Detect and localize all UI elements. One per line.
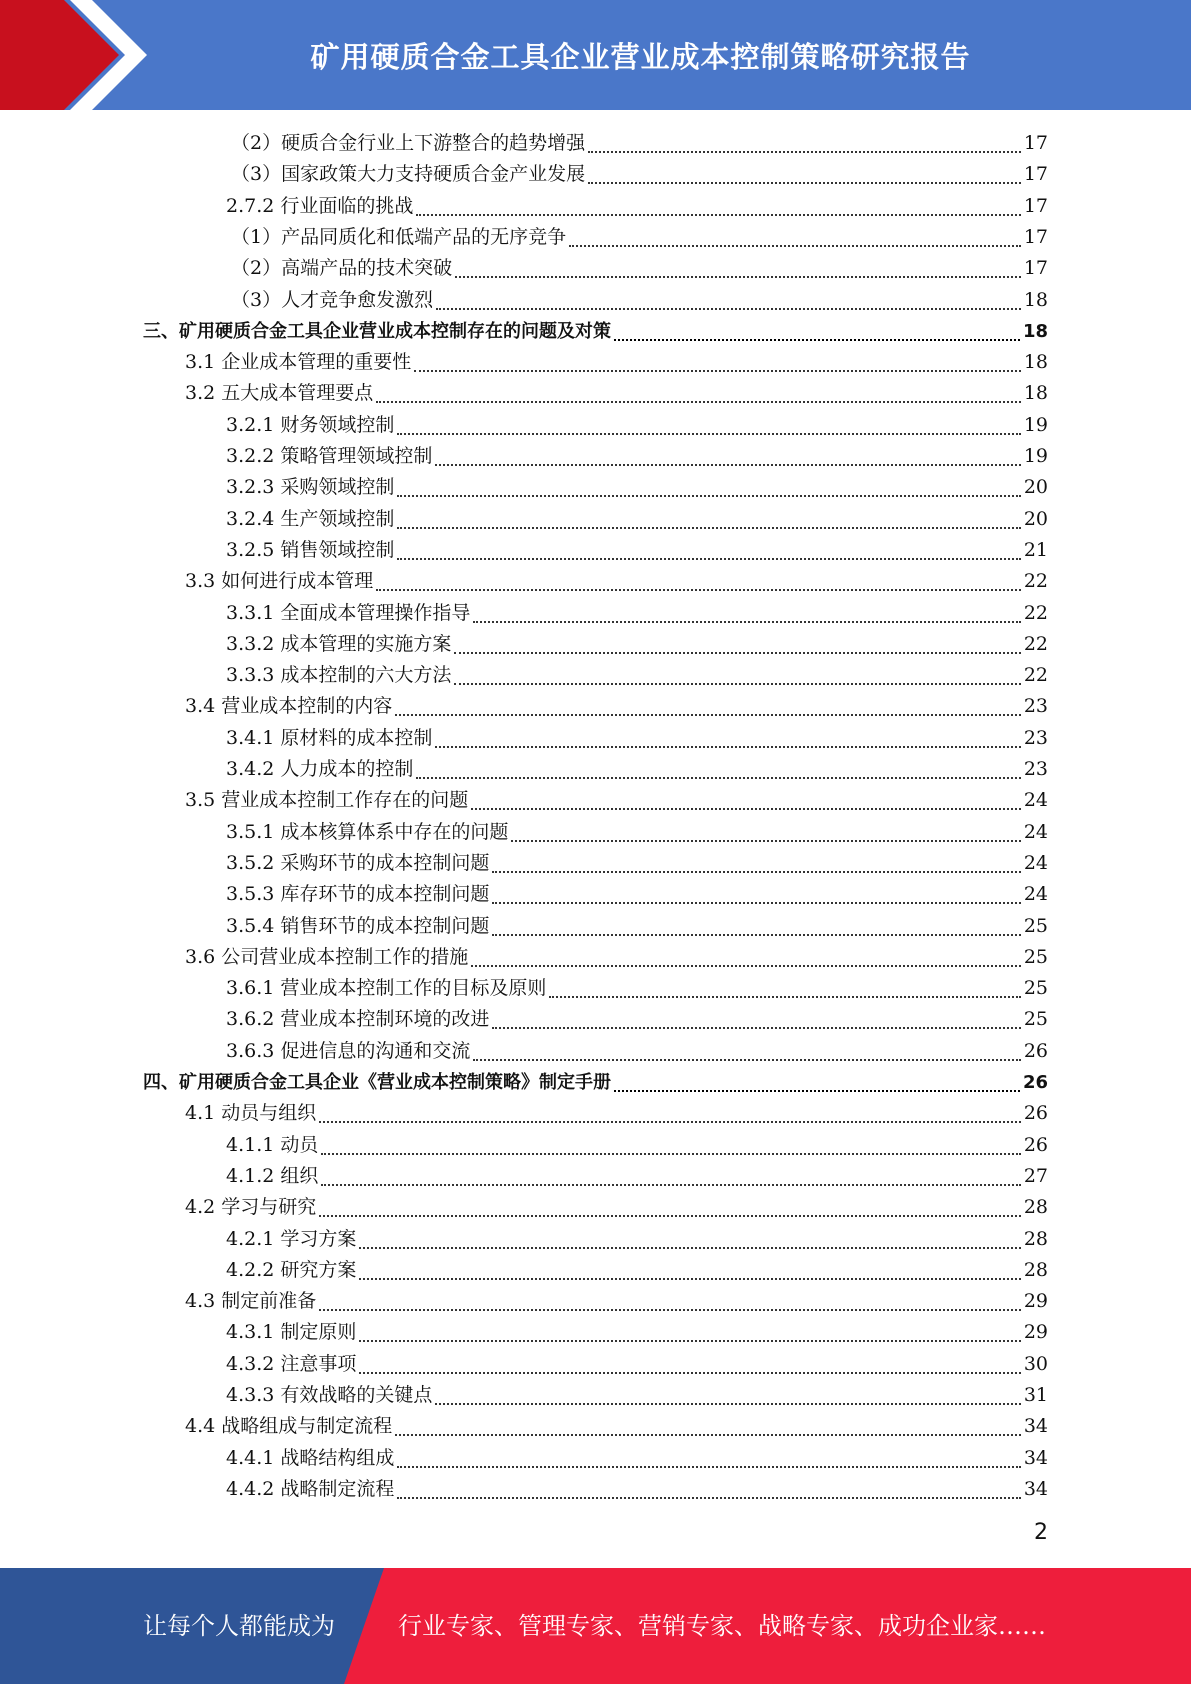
toc-entry-page: 26 bbox=[1023, 1102, 1048, 1124]
toc-leader-dots bbox=[359, 1247, 1020, 1249]
toc-entry-title: 四、矿用硬质合金工具企业《营业成本控制策略》制定手册 bbox=[143, 1072, 611, 1093]
toc-entry[interactable] bbox=[143, 316, 1048, 347]
toc-leader-dots bbox=[395, 1434, 1021, 1436]
toc-entry-page: 24 bbox=[1023, 883, 1048, 905]
toc-entry-page: 28 bbox=[1023, 1259, 1048, 1281]
toc-entry-title: 3.6 公司营业成本控制工作的措施 bbox=[185, 946, 469, 968]
toc-entry-page: 17 bbox=[1023, 195, 1048, 217]
toc-entry[interactable] bbox=[226, 754, 1048, 785]
toc-leader-dots bbox=[436, 308, 1021, 310]
toc-entry[interactable] bbox=[226, 973, 1048, 1004]
page-number: 2 bbox=[1034, 1520, 1048, 1545]
toc-entry-page: 22 bbox=[1023, 664, 1048, 686]
toc-leader-dots bbox=[397, 1497, 1020, 1499]
toc-entry[interactable] bbox=[226, 1317, 1048, 1348]
toc-entry-title: 4.4.1 战略结构组成 bbox=[226, 1447, 395, 1469]
toc-entry-page: 25 bbox=[1023, 946, 1048, 968]
toc-entry-page: 19 bbox=[1023, 414, 1048, 436]
toc-leader-dots bbox=[359, 1278, 1020, 1280]
toc-entry-page: 27 bbox=[1023, 1165, 1048, 1187]
toc-entry-title: 3.5.2 采购环节的成本控制问题 bbox=[226, 852, 490, 874]
toc-entry[interactable] bbox=[226, 723, 1048, 754]
toc-entry-page: 28 bbox=[1023, 1196, 1048, 1218]
toc-entry[interactable] bbox=[226, 1004, 1048, 1035]
toc-entry-page: 23 bbox=[1023, 695, 1048, 717]
toc-entry-page: 24 bbox=[1023, 789, 1048, 811]
toc-leader-dots bbox=[397, 1466, 1020, 1468]
toc-entry-title: 3.2.3 采购领域控制 bbox=[226, 476, 395, 498]
toc-entry[interactable] bbox=[226, 817, 1048, 848]
toc-leader-dots bbox=[549, 996, 1020, 998]
toc-leader-dots bbox=[319, 1121, 1021, 1123]
toc-leader-dots bbox=[435, 464, 1020, 466]
toc-entry-page: 26 bbox=[1023, 1134, 1048, 1156]
toc-entry-title: （3）国家政策大力支持硬质合金产业发展 bbox=[231, 163, 586, 185]
toc-entry-title: 4.3 制定前准备 bbox=[185, 1290, 317, 1312]
toc-entry-page: 26 bbox=[1023, 1040, 1048, 1062]
toc-entry-title: 4.3.3 有效战略的关键点 bbox=[226, 1384, 433, 1406]
toc-entry[interactable] bbox=[231, 128, 1048, 159]
toc-entry[interactable] bbox=[185, 942, 1048, 973]
toc-entry-page: 26 bbox=[1022, 1072, 1048, 1093]
toc-entry[interactable] bbox=[185, 1098, 1048, 1129]
toc-entry-title: 2.7.2 行业面临的挑战 bbox=[226, 195, 414, 217]
toc-leader-dots bbox=[471, 808, 1021, 810]
toc-leader-dots bbox=[376, 401, 1021, 403]
toc-leader-dots bbox=[492, 1027, 1020, 1029]
toc-entry-title: （3）人才竞争愈发激烈 bbox=[231, 289, 434, 311]
toc-entry[interactable] bbox=[226, 1255, 1048, 1286]
toc-entry-page: 23 bbox=[1023, 758, 1048, 780]
toc-leader-dots bbox=[588, 151, 1021, 153]
toc-entry-title: 4.4 战略组成与制定流程 bbox=[185, 1415, 393, 1437]
toc-entry-title: 3.2.2 策略管理领域控制 bbox=[226, 445, 433, 467]
toc-leader-dots bbox=[359, 1372, 1020, 1374]
toc-entry[interactable] bbox=[226, 504, 1048, 535]
toc-entry-title: 3.6.2 营业成本控制环境的改进 bbox=[226, 1008, 490, 1030]
toc-leader-dots bbox=[397, 495, 1020, 497]
toc-leader-dots bbox=[471, 965, 1021, 967]
toc-entry[interactable] bbox=[226, 660, 1048, 691]
toc-leader-dots bbox=[454, 683, 1020, 685]
toc-entry[interactable] bbox=[226, 1380, 1048, 1411]
page-header bbox=[0, 0, 1191, 110]
toc-leader-dots bbox=[614, 1090, 1020, 1092]
toc-entry-page: 20 bbox=[1023, 508, 1048, 530]
toc-entry-page: 24 bbox=[1023, 852, 1048, 874]
toc-entry-page: 18 bbox=[1022, 321, 1048, 342]
toc-entry-page: 29 bbox=[1023, 1321, 1048, 1343]
toc-entry[interactable] bbox=[226, 410, 1048, 441]
toc-entry-page: 21 bbox=[1023, 539, 1048, 561]
toc-entry[interactable] bbox=[185, 1411, 1048, 1442]
toc-entry[interactable] bbox=[226, 191, 1048, 222]
toc-entry[interactable] bbox=[226, 472, 1048, 503]
toc-entry[interactable] bbox=[226, 598, 1048, 629]
toc-entry-title: 3.5.1 成本核算体系中存在的问题 bbox=[226, 821, 509, 843]
toc-leader-dots bbox=[319, 1309, 1021, 1311]
toc-entry[interactable] bbox=[226, 535, 1048, 566]
toc-entry[interactable] bbox=[231, 159, 1048, 190]
toc-leader-dots bbox=[455, 276, 1021, 278]
toc-entry-title: 3.6.3 促进信息的沟通和交流 bbox=[226, 1040, 471, 1062]
toc-entry-page: 17 bbox=[1023, 163, 1048, 185]
toc-entry-title: （2）高端产品的技术突破 bbox=[231, 257, 453, 279]
toc-entry-page: 18 bbox=[1023, 351, 1048, 373]
toc-entry[interactable] bbox=[226, 1130, 1048, 1161]
toc-entry-page: 22 bbox=[1023, 633, 1048, 655]
toc-entry[interactable] bbox=[185, 691, 1048, 722]
toc-entry-title: 4.1.1 动员 bbox=[226, 1134, 319, 1156]
toc-entry-page: 19 bbox=[1023, 445, 1048, 467]
toc-leader-dots bbox=[359, 1340, 1020, 1342]
toc-leader-dots bbox=[588, 182, 1021, 184]
toc-entry-title: 3.2.5 销售领域控制 bbox=[226, 539, 395, 561]
toc-entry[interactable] bbox=[226, 848, 1048, 879]
toc-entry[interactable] bbox=[226, 911, 1048, 942]
toc-entry-title: （2）硬质合金行业上下游整合的趋势增强 bbox=[231, 132, 586, 154]
toc-entry[interactable] bbox=[231, 285, 1048, 316]
toc-entry-page: 17 bbox=[1023, 257, 1048, 279]
toc-leader-dots bbox=[395, 714, 1021, 716]
toc-entry-page: 20 bbox=[1023, 476, 1048, 498]
footer-slogan-left: 让每个人都能成为 bbox=[143, 1612, 335, 1640]
toc-entry-page: 18 bbox=[1023, 382, 1048, 404]
toc-entry-title: 4.2 学习与研究 bbox=[185, 1196, 317, 1218]
toc-entry-page: 25 bbox=[1023, 977, 1048, 999]
toc-entry-title: 4.2.1 学习方案 bbox=[226, 1228, 357, 1250]
toc-entry-page: 29 bbox=[1023, 1290, 1048, 1312]
toc-entry[interactable] bbox=[185, 378, 1048, 409]
toc-entry-title: 4.4.2 战略制定流程 bbox=[226, 1478, 395, 1500]
toc-entry[interactable] bbox=[185, 566, 1048, 597]
toc-entry-title: 3.3.3 成本控制的六大方法 bbox=[226, 664, 452, 686]
toc-leader-dots bbox=[435, 1403, 1020, 1405]
toc-entry-page: 28 bbox=[1023, 1228, 1048, 1250]
toc-entry-title: 3.4.2 人力成本的控制 bbox=[226, 758, 414, 780]
toc-entry-title: 3.5.4 销售环节的成本控制问题 bbox=[226, 915, 490, 937]
toc-entry-title: 3.3.2 成本管理的实施方案 bbox=[226, 633, 452, 655]
toc-entry-title: 3.2.4 生产领域控制 bbox=[226, 508, 395, 530]
toc-entry-page: 23 bbox=[1023, 727, 1048, 749]
toc-entry-title: 4.2.2 研究方案 bbox=[226, 1259, 357, 1281]
toc-leader-dots bbox=[454, 652, 1020, 654]
toc-entry[interactable] bbox=[226, 1036, 1048, 1067]
toc-entry[interactable] bbox=[226, 879, 1048, 910]
toc-entry-title: 三、矿用硬质合金工具企业营业成本控制存在的问题及对策 bbox=[143, 321, 611, 342]
toc-entry[interactable] bbox=[185, 785, 1048, 816]
toc-entry-page: 22 bbox=[1023, 570, 1048, 592]
toc-entry-title: （1）产品同质化和低端产品的无序竞争 bbox=[231, 226, 567, 248]
toc-leader-dots bbox=[319, 1215, 1021, 1217]
toc-leader-dots bbox=[397, 527, 1020, 529]
toc-entry-page: 24 bbox=[1023, 821, 1048, 843]
toc-entry-page: 34 bbox=[1023, 1478, 1048, 1500]
toc-entry[interactable] bbox=[231, 253, 1048, 284]
toc-entry[interactable] bbox=[226, 441, 1048, 472]
toc-entry-title: 4.1 动员与组织 bbox=[185, 1102, 317, 1124]
toc-entry-page: 25 bbox=[1023, 1008, 1048, 1030]
toc-leader-dots bbox=[492, 871, 1020, 873]
toc-leader-dots bbox=[492, 902, 1020, 904]
toc-entry-title: 3.3.1 全面成本管理操作指导 bbox=[226, 602, 471, 624]
chevron-arrow-icon bbox=[0, 0, 160, 110]
toc-leader-dots bbox=[511, 840, 1020, 842]
toc-leader-dots bbox=[492, 934, 1020, 936]
toc-entry-title: 3.4 营业成本控制的内容 bbox=[185, 695, 393, 717]
toc-entry-title: 3.6.1 营业成本控制工作的目标及原则 bbox=[226, 977, 547, 999]
toc-entry[interactable] bbox=[143, 1067, 1048, 1098]
toc-entry-title: 3.4.1 原材料的成本控制 bbox=[226, 727, 433, 749]
toc-leader-dots bbox=[569, 245, 1021, 247]
toc-leader-dots bbox=[416, 777, 1020, 779]
toc-entry-page: 31 bbox=[1023, 1384, 1048, 1406]
toc-leader-dots bbox=[321, 1153, 1020, 1155]
toc-entry-page: 34 bbox=[1023, 1415, 1048, 1437]
toc-entry[interactable] bbox=[185, 347, 1048, 378]
toc-entry-title: 3.2 五大成本管理要点 bbox=[185, 382, 374, 404]
toc-leader-dots bbox=[473, 621, 1020, 623]
toc-entry-page: 18 bbox=[1023, 289, 1048, 311]
toc-leader-dots bbox=[473, 1059, 1020, 1061]
page-footer bbox=[0, 1568, 1191, 1684]
toc-entry[interactable] bbox=[226, 1474, 1048, 1505]
toc-entry-page: 34 bbox=[1023, 1447, 1048, 1469]
toc-leader-dots bbox=[321, 1184, 1020, 1186]
toc-entry[interactable] bbox=[185, 1192, 1048, 1223]
toc-entry-title: 4.1.2 组织 bbox=[226, 1165, 319, 1187]
toc-entry[interactable] bbox=[226, 1161, 1048, 1192]
toc-leader-dots bbox=[416, 214, 1020, 216]
toc-leader-dots bbox=[414, 370, 1021, 372]
toc-leader-dots bbox=[435, 746, 1020, 748]
toc-entry-title: 4.3.2 注意事项 bbox=[226, 1353, 357, 1375]
toc-entry-title: 3.2.1 财务领域控制 bbox=[226, 414, 395, 436]
toc-entry[interactable] bbox=[226, 629, 1048, 660]
toc-entry[interactable] bbox=[226, 1443, 1048, 1474]
toc-entry-page: 17 bbox=[1023, 226, 1048, 248]
toc-entry[interactable] bbox=[185, 1286, 1048, 1317]
toc-entry[interactable] bbox=[231, 222, 1048, 253]
footer-slogan-right: 行业专家、管理专家、营销专家、战略专家、成功企业家…… bbox=[398, 1612, 1046, 1640]
toc-leader-dots bbox=[397, 433, 1020, 435]
toc-entry-title: 3.5 营业成本控制工作存在的问题 bbox=[185, 789, 469, 811]
toc-entry-page: 17 bbox=[1023, 132, 1048, 154]
toc-entry[interactable] bbox=[226, 1349, 1048, 1380]
toc-entry-title: 3.5.3 库存环节的成本控制问题 bbox=[226, 883, 490, 905]
toc-entry[interactable] bbox=[226, 1224, 1048, 1255]
toc-leader-dots bbox=[614, 339, 1020, 341]
toc-entry-title: 3.1 企业成本管理的重要性 bbox=[185, 351, 412, 373]
toc-entry-title: 4.3.1 制定原则 bbox=[226, 1321, 357, 1343]
toc-entry-page: 25 bbox=[1023, 915, 1048, 937]
toc-entry-title: 3.3 如何进行成本管理 bbox=[185, 570, 374, 592]
toc-entry-page: 30 bbox=[1023, 1353, 1048, 1375]
toc-entry-page: 22 bbox=[1023, 602, 1048, 624]
toc-leader-dots bbox=[376, 589, 1021, 591]
report-title: 矿用硬质合金工具企业营业成本控制策略研究报告 bbox=[310, 39, 971, 74]
toc-leader-dots bbox=[397, 558, 1020, 560]
